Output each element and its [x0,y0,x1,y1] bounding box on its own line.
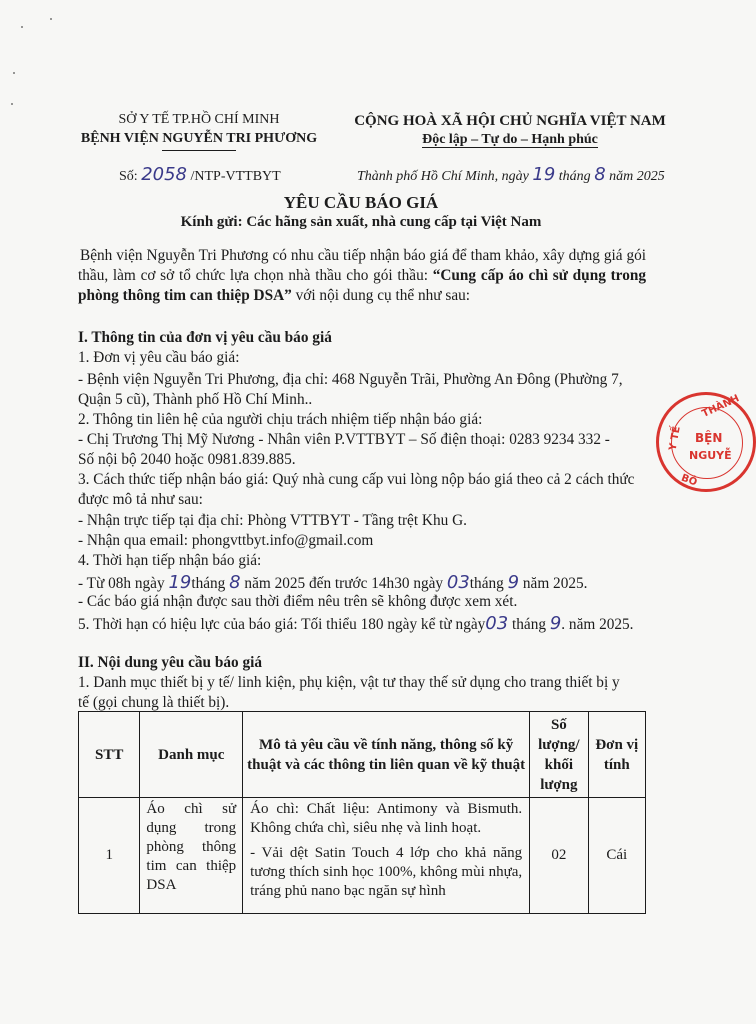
section-1-item-5 [78,613,634,634]
row-description-material: Áo chì: Chất liệu: Antimony và Bismuth. Không chứa chì, siêu nhẹ và linh hoạt. [250,801,523,836]
motto-text: Độc lập – Tự do – Hạnh phúc [422,132,598,147]
doc-no-label: Số: [119,169,138,184]
red-seal-stamp [656,392,756,492]
header-name: Danh mục [140,712,243,798]
window-text: tháng [469,575,508,592]
window-end-month: 9 [507,572,520,593]
section-1-item-2: 2. Thông tin liên hệ của người chịu trách nhiệm tiếp nhận báo giá: [78,411,483,428]
row-name: Áo chì sử dụng trong phòng thông tim can thiệp DSA [140,798,243,914]
intro-paragraph [78,246,646,306]
window-end-day: 03 [446,572,470,593]
agency-name: SỞ Y TẾ TP.HỒ CHÍ MINH [118,112,280,127]
section-1-item-3: 3. Cách thức tiếp nhận báo giá: Quý nhà cung cấp vui lòng nộp báo giá theo cả 2 cách thức [78,471,635,488]
section-1-item-4: 4. Thời hạn tiếp nhận báo giá: [78,552,262,569]
row-quantity: 02 [530,798,588,914]
validity-text: . năm 2025. [561,616,634,633]
doc-no-suffix: /NTP-VTTBYT [190,169,281,184]
row-description [243,798,530,914]
section-1-item-1: 1. Đơn vị yêu cầu báo giá: [78,349,240,366]
scan-speck [21,26,23,28]
date-year-label: năm 2025 [609,169,665,184]
table-row [79,798,646,914]
window-text: năm 2025. [519,575,588,592]
section-1-heading: I. Thông tin của đơn vị yêu cầu báo giá [78,329,332,346]
row-unit: Cái [588,798,645,914]
scan-speck [50,18,52,20]
header-description: Mô tả yêu cầu về tính năng, thông số kỹ thuật và các thông tin liên quan về kỹ thuật [243,712,530,798]
validity-text: tháng [508,616,550,633]
date-place: Thành phố Hồ Chí Minh, ngày [357,169,529,184]
scan-speck [11,103,13,105]
seal-text-left: Y TẾ [667,425,683,452]
seal-text-bottom: BÔ [679,472,699,489]
header-quantity: Số lượng/ khối lượng [530,712,588,798]
section-2-heading: II. Nội dung yêu cầu báo giá [78,654,263,671]
window-text: - Từ 08h ngày [78,575,169,592]
republic-title: CỘNG HOÀ XÃ HỘI CHỦ NGHĨA VIỆT NAM [354,113,666,129]
window-text: tháng [191,575,230,592]
seal-text-mid2: NGUYỄ [689,449,732,462]
window-text: năm 2025 đến trước 14h30 ngày [240,575,447,592]
section-1-item-4-note: - Các báo giá nhận được sau thời điểm nêu trên sẽ không được xem xét. [78,593,518,610]
validity-text: 5. Thời hạn có hiệu lực của báo giá: Tối thiểu 180 ngày kể từ ngày [78,616,486,633]
table-header-row [79,712,646,798]
section-1-item-1-address-cont: Quận 5 cũ), Thành phố Hồ Chí Minh.. [78,391,313,408]
window-start-month: 8 [229,572,241,593]
date-month-handwritten: 8 [594,164,606,185]
date-month-label: tháng [558,169,591,184]
header-unit: Đơn vị tính [588,712,645,798]
section-2-item-1: 1. Danh mục thiết bị y tế/ linh kiện, phụ kiện, vật tư thay thế sử dụng cho trang thiết bị y [78,674,620,691]
document-date [357,164,665,185]
date-day-handwritten: 19 [532,164,556,185]
window-start-day: 19 [168,572,192,593]
header-stt: STT [79,712,140,798]
seal-text-top: THÀNH [700,393,742,420]
section-2-item-1-cont: tế (gọi chung là thiết bị). [78,694,230,711]
page-title: YÊU CẦU BÁO GIÁ [283,193,439,212]
intro-text-end: với nội dung cụ thể như sau: [291,287,471,304]
row-stt: 1 [79,798,140,914]
section-1-item-3-direct: - Nhận trực tiếp tại địa chỉ: Phòng VTTBYT - Tầng trệt Khu G. [78,512,467,529]
section-1-item-3-cont: được mô tả như sau: [78,491,203,508]
section-1-item-1-address: - Bệnh viện Nguyễn Tri Phương, địa chỉ: 468 Nguyễn Trãi, Phường An Đông (Phường 7, [78,371,623,388]
seal-text-mid: BỆN [695,431,723,445]
package-name: “Cung cấp áo chì sử dụng trong phòng thông tim can thiệp DSA” [78,267,646,304]
requirements-table [78,711,646,914]
header-left-rule [162,150,236,151]
doc-no-handwritten: 2058 [141,164,187,185]
section-1-item-2-contact: - Chị Trương Thị Mỹ Nương - Nhân viên P.VTTBYT – Số điện thoại: 0283 9234 332 - [78,431,610,448]
row-description-fabric: - Vải dệt Satin Touch 4 lớp cho khả năng tương thích sinh học 100%, không mùi nhựa, tráng phủ nano bạc ngăn sự hình [250,845,523,899]
recipient-line: Kính gửi: Các hãng sản xuất, nhà cung cấp tại Việt Nam [180,214,542,230]
national-motto [350,132,670,148]
validity-day: 03 [485,613,509,634]
scan-speck [13,72,15,74]
hospital-name: BỆNH VIỆN NGUYỄN TRI PHƯƠNG [80,131,318,146]
section-1-item-2-contact-cont: Số nội bộ 2040 hoặc 0981.839.885. [78,451,296,468]
section-1-item-4-window [78,572,587,593]
section-1-item-3-email: - Nhận qua email: phongvttbyt.info@gmail.com [78,532,374,549]
document-number [119,164,281,185]
validity-month: 9 [549,613,562,634]
intro-text: Bệnh viện Nguyễn Tri Phương có nhu cầu tiếp nhận báo giá để tham khảo, xây dựng giá gói thầu, làm cơ sở tổ chức lựa chọn nhà thầu cho gói thầu: [78,247,646,284]
